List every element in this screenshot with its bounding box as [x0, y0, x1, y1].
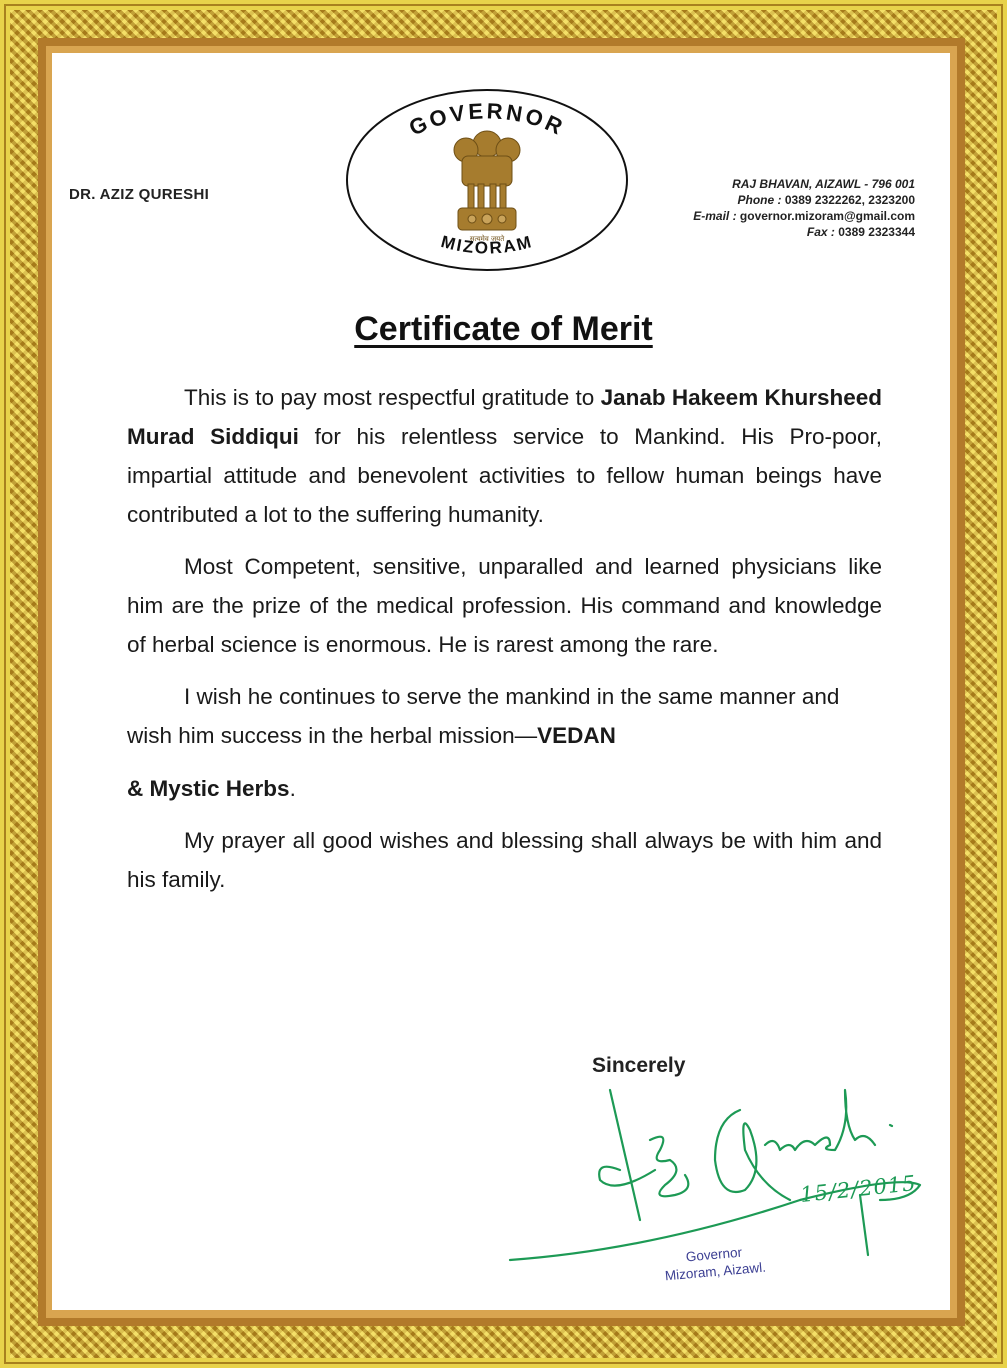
seal-motto: सत्यमेव जयते: [469, 235, 505, 243]
p3-text: I wish he continues to serve the mankind in the same manner and wish him success in the herbal mission—: [127, 684, 840, 748]
phone-label: Phone :: [737, 193, 782, 207]
phone-row: [693, 192, 915, 208]
office-address: [693, 176, 915, 240]
governor-seal: [344, 86, 630, 274]
p4-end: .: [289, 776, 296, 801]
paragraph-2: Most Competent, sensitive, unparalled and learned physicians like him are the prize of the medical profession. His command and knowledge of herbal science is enormous. He is rarest among the rare.: [127, 554, 882, 657]
paragraph-4: [127, 769, 882, 808]
address-line: RAJ BHAVAN, AIZAWL - 796 001: [732, 177, 915, 191]
seal-graphic: [344, 86, 630, 274]
seal-top-text: GOVERNOR: [405, 98, 569, 141]
national-emblem-icon: [454, 131, 520, 230]
recipient-name: Janab Hakeem Khursheed Murad Siddiqui: [127, 385, 882, 449]
certificate-title: Certificate of Merit: [354, 310, 653, 348]
p1-rest: for his relentless service to Mankind. His Pro-poor, impartial attitude and benevolent activities to fellow human beings have contributed a lot to the suffering humanity.: [127, 424, 882, 527]
closing-sincerely: Sincerely: [592, 1054, 686, 1077]
p1-intro: This is to pay most respectful gratitude to: [184, 385, 601, 410]
certificate-title-wrap: [0, 310, 1007, 349]
signature-date: 15/2/2015: [799, 1170, 918, 1208]
fax-row: [693, 224, 915, 240]
email-value: governor.mizoram@gmail.com: [739, 209, 915, 223]
designation-place: Mizoram, Aizawl.: [664, 1259, 767, 1284]
fax-label: Fax :: [806, 225, 835, 239]
designation-title: Governor: [685, 1244, 743, 1265]
mission-name-cont: & Mystic Herbs: [127, 776, 290, 801]
mission-name: VEDAN: [537, 723, 616, 748]
certificate-body: [127, 378, 882, 912]
phone-value: 0389 2322262, 2323200: [784, 193, 915, 207]
paragraph-1: [127, 378, 882, 534]
author-name: DR. AZIZ QURESHI: [69, 186, 210, 203]
email-row: [693, 208, 915, 224]
fax-value: 0389 2323344: [838, 225, 915, 239]
seal-bottom-text: MIZORAM: [439, 231, 535, 258]
paragraph-3: [127, 677, 882, 755]
paragraph-5: My prayer all good wishes and blessing shall always be with him and his family.: [127, 828, 882, 892]
email-label: E-mail :: [693, 209, 737, 223]
